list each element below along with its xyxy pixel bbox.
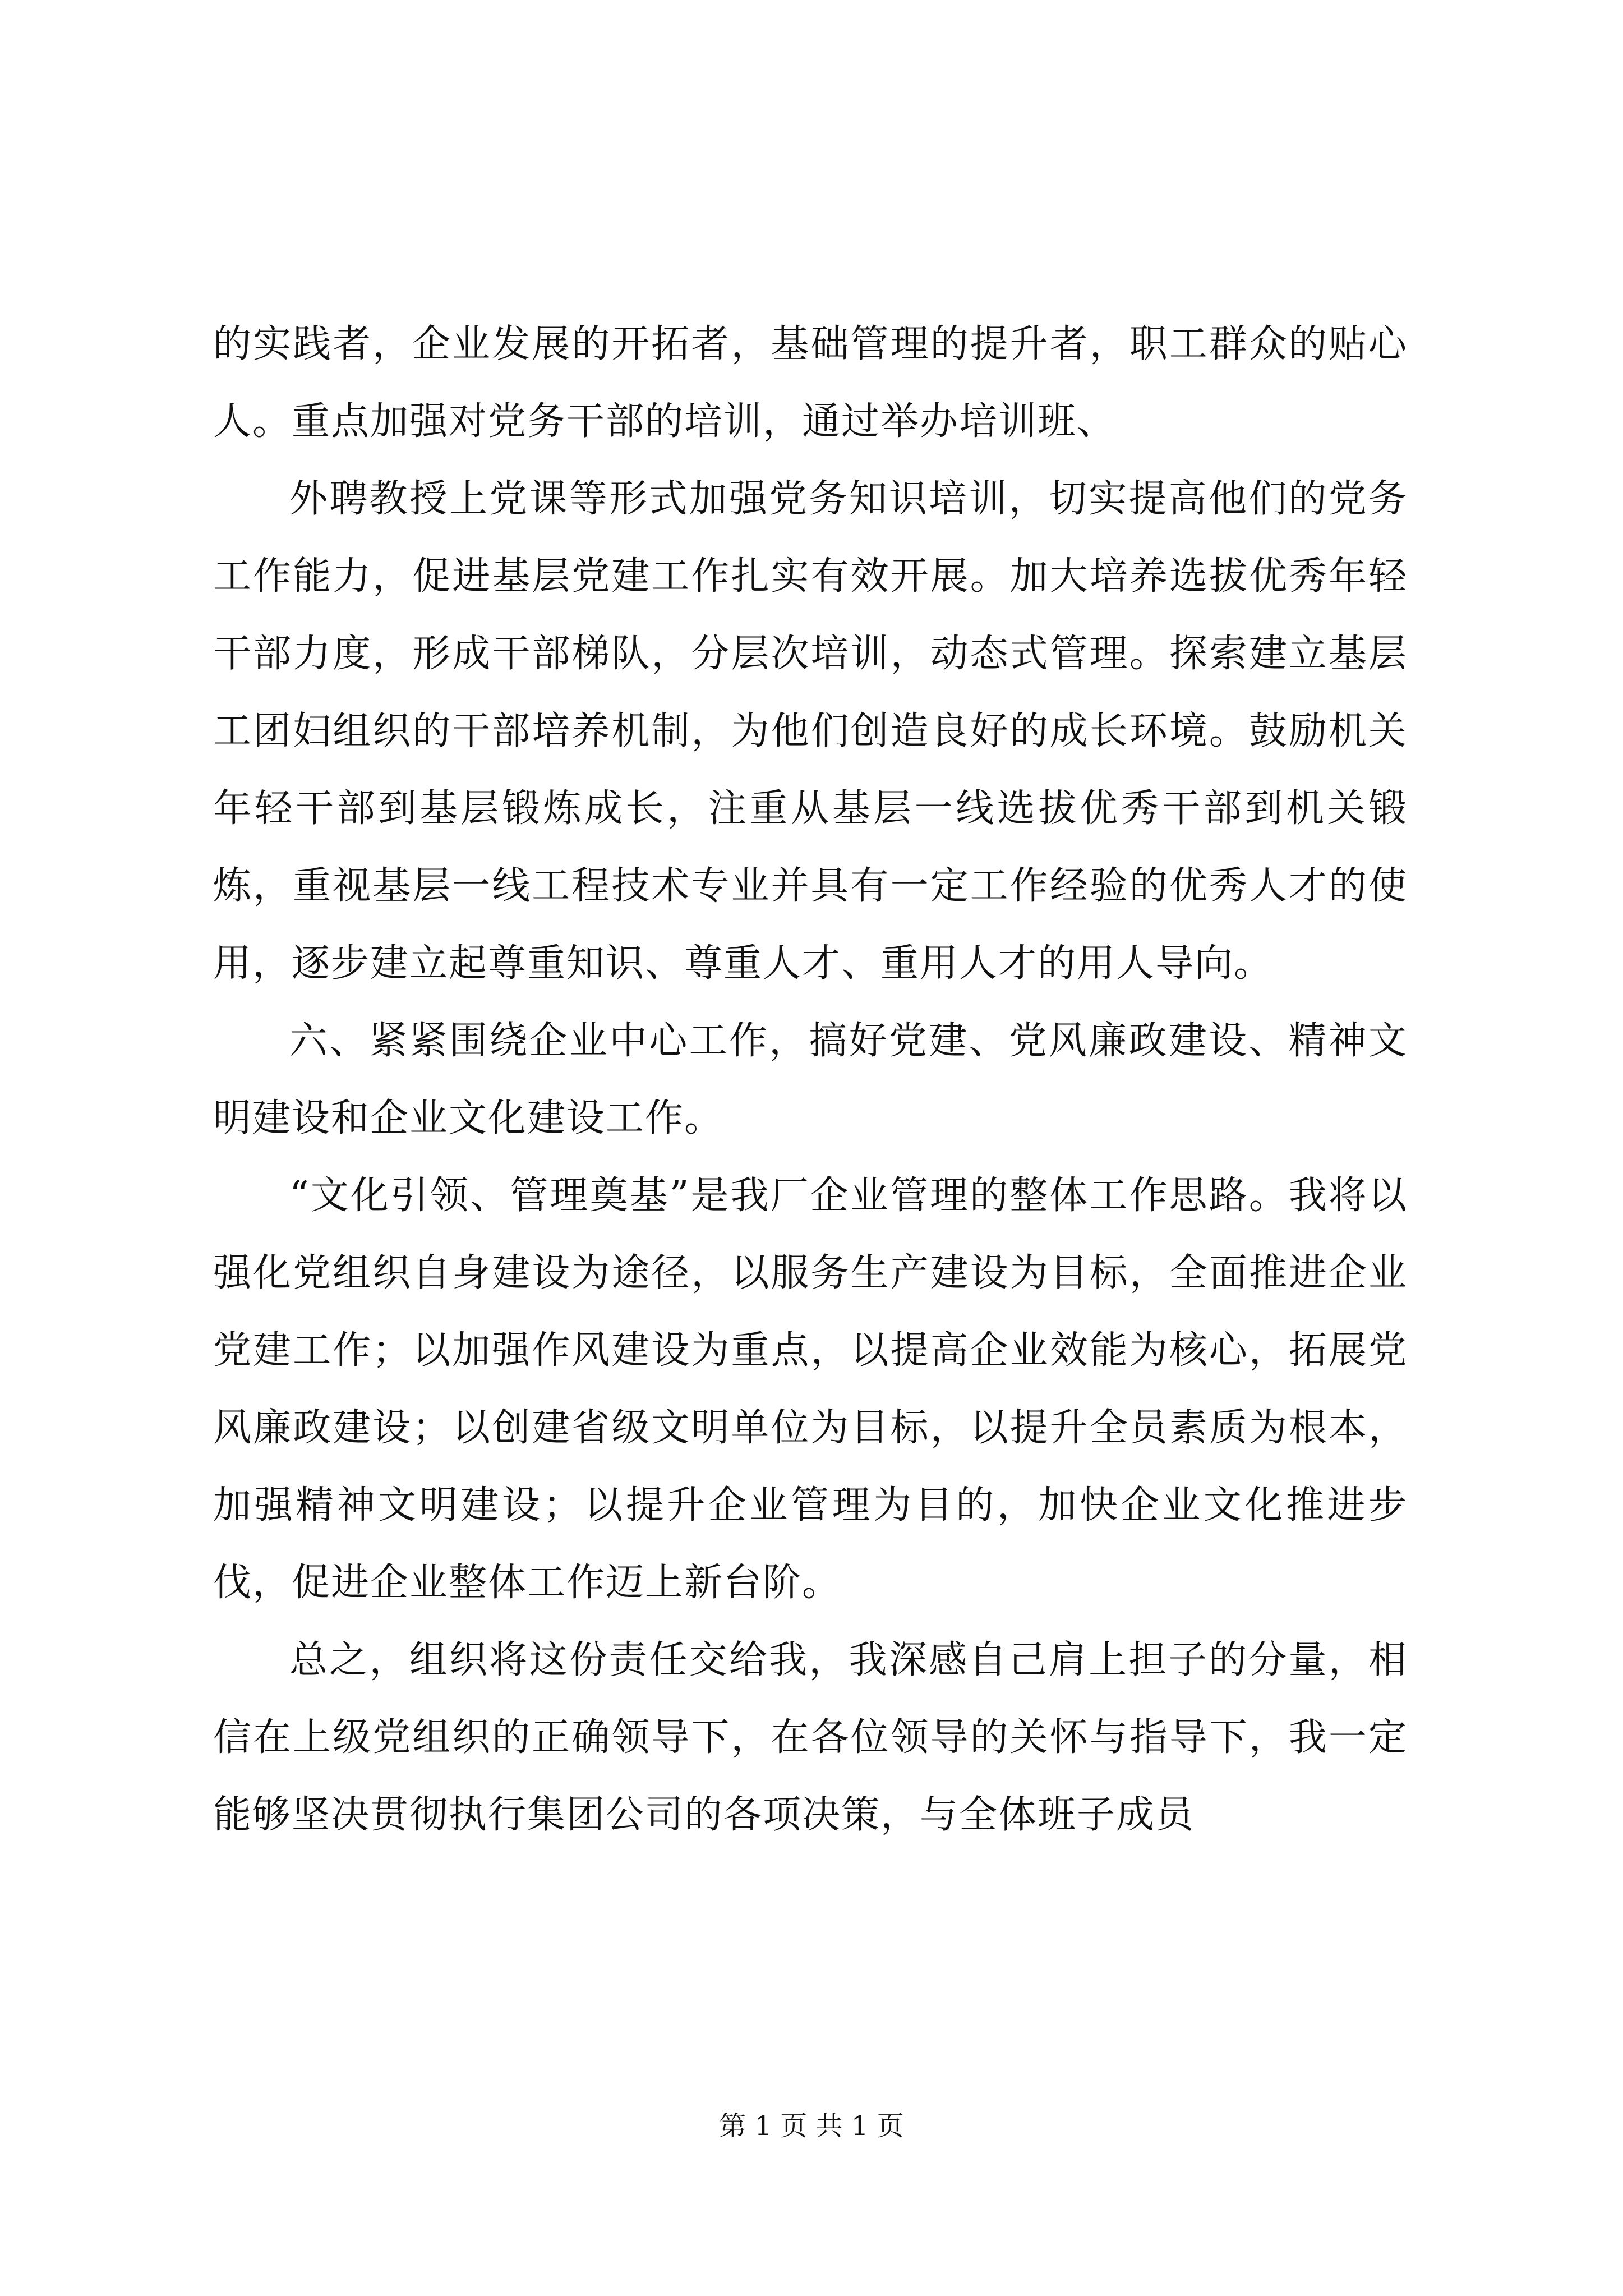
paragraph-1: 的实践者，企业发展的开拓者，基础管理的提升者，职工群众的贴心人。重点加强对党务干部的培训，通过举办培训班、 (213, 322, 1408, 444)
paragraph-3: 六、紧紧围绕企业中心工作，搞好党建、党风廉政建设、精神文明建设和企业文化建设工作。 (213, 1019, 1408, 1140)
page-number-footer: 第 1 页 共 1 页 (719, 2110, 904, 2142)
document-body (213, 306, 1408, 1854)
paragraph-4: “文化引领、管理奠基”是我厂企业管理的整体工作思路。我将以强化党组织自身建设为途径，以服务生产建设为目标，全面推进企业党建工作；以加强作风建设为重点，以提高企业效能为核心，拓展党风廉政建设；以创建省级文明单位为目标，以提升全员素质为根本，加强精神文明建设；以提升企业管理为目的，加快企业文化推进步伐，促进企业整体工作迈上新台阶。 (213, 1174, 1408, 1605)
paragraph-2: 外聘教授上党课等形式加强党务知识培训，切实提高他们的党务工作能力，促进基层党建工作扎实有效开展。加大培养选拔优秀年轻干部力度，形成干部梯队，分层次培训，动态式管理。探索建立基层工团妇组织的干部培养机制，为他们创造良好的成长环境。鼓励机关年轻干部到基层锻炼成长，注重从基层一线选拔优秀干部到机关锻炼，重视基层一线工程技术专业并具有一定工作经验的优秀人才的使用，逐步建立起尊重知识、尊重人才、重用人才的用人导向。 (213, 477, 1408, 986)
paragraph-5: 总之，组织将这份责任交给我，我深感自己肩上担子的分量，相信在上级党组织的正确领导下，在各位领导的关怀与指导下，我一定能够坚决贯彻执行集团公司的各项决策，与全体班子成员 (213, 1638, 1408, 1837)
